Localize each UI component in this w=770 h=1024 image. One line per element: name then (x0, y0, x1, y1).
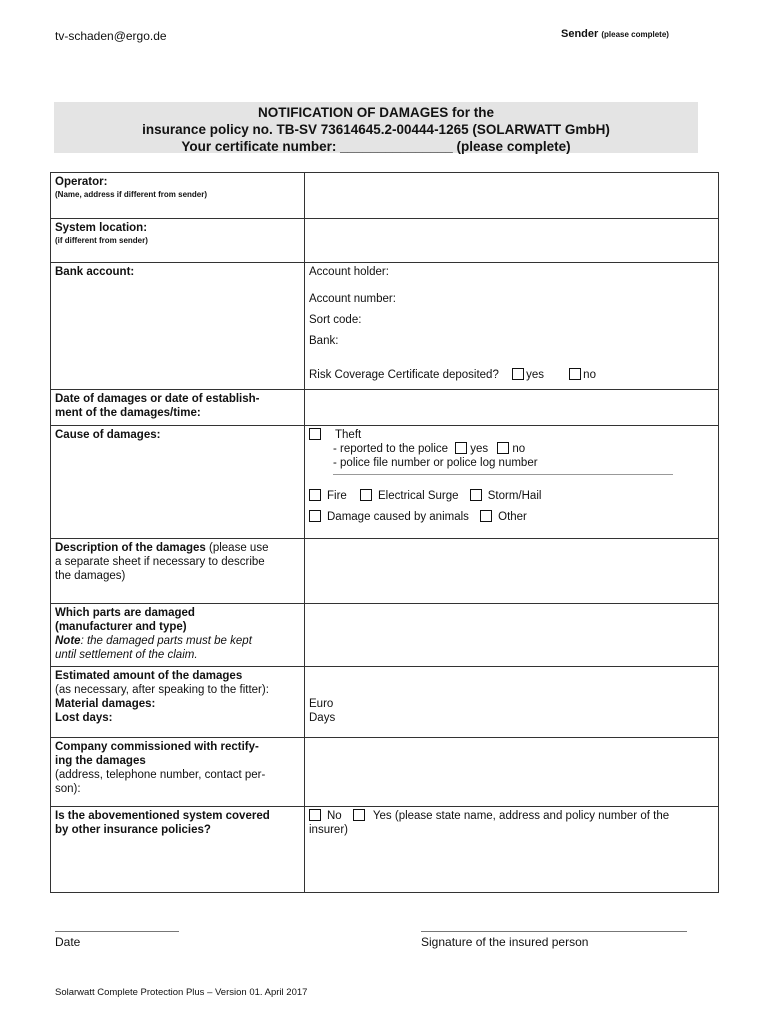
other-insurance-yes-label: Yes (please state name, address and policy number of the (372, 810, 670, 822)
other-label: Other (498, 511, 527, 523)
animals-checkbox[interactable] (309, 510, 321, 522)
date-signature-line[interactable] (55, 931, 179, 932)
police-yes-checkbox[interactable] (455, 442, 467, 454)
other-insurance-label-cell (51, 807, 305, 893)
storm-label: Storm/Hail (487, 490, 542, 502)
date-label-cell (51, 390, 305, 426)
description-label-cell (51, 539, 305, 604)
sender-label (561, 28, 669, 40)
company-label-line-4: son): (55, 783, 81, 795)
surge-checkbox[interactable] (360, 489, 372, 501)
row-other-insurance (51, 807, 719, 893)
company-label-line-2: ing the damages (55, 755, 146, 767)
company-label-line-1: Company commissioned with rectify- (55, 741, 259, 753)
risk-yes-label: yes (526, 369, 544, 381)
other-checkbox[interactable] (480, 510, 492, 522)
amount-field[interactable] (305, 667, 719, 738)
description-label-line-3: the damages) (55, 570, 126, 582)
euro-label: Euro (309, 698, 334, 710)
description-label-bold: Description of the damages (55, 542, 206, 554)
cause-field (305, 426, 719, 539)
title-line-3: Your certificate number: _______________ (please complete) (181, 139, 571, 154)
police-file-label: - police file number or police log number (333, 457, 538, 469)
risk-question: Risk Coverage Certificate deposited? (309, 369, 499, 381)
parts-label-line-1: Which parts are damaged (55, 607, 195, 619)
date-field[interactable] (305, 390, 719, 426)
operator-note: (Name, address if different from sender) (55, 190, 208, 199)
description-label-rest: (please use (205, 542, 269, 554)
other-insurance-no-label: No (327, 810, 342, 822)
police-reported-label: - reported to the police (333, 443, 449, 455)
police-yes-label: yes (470, 443, 489, 455)
amount-label-line-2: (as necessary, after speaking to the fitter): (55, 684, 269, 696)
police-file-line[interactable] (333, 474, 673, 475)
parts-field[interactable] (305, 604, 719, 667)
row-company (51, 738, 719, 807)
days-label: Days (309, 712, 336, 724)
row-cause (51, 426, 719, 539)
surge-label: Electrical Surge (378, 490, 459, 502)
row-amount (51, 667, 719, 738)
signature-line[interactable] (421, 931, 687, 932)
parts-label-cell (51, 604, 305, 667)
fire-label: Fire (327, 490, 347, 502)
location-label-cell (51, 219, 305, 263)
cause-label: Cause of damages: (55, 429, 161, 441)
other-insurance-yes-label-line-2: insurer) (309, 824, 348, 836)
bank-label: Bank account: (55, 266, 135, 278)
police-reported-row (309, 442, 714, 456)
other-insurance-options (309, 809, 714, 823)
operator-label-cell (51, 173, 305, 219)
damage-form-table (50, 172, 719, 893)
parts-note (55, 634, 300, 648)
bank-name-label: Bank: (309, 335, 339, 347)
company-label-line-3: (address, telephone number, contact per- (55, 769, 266, 781)
company-field[interactable] (305, 738, 719, 807)
material-damages-label: Material damages: (55, 698, 156, 710)
date-label-line-1: Date of damages or date of establish- (55, 393, 260, 405)
location-label: System location: (55, 222, 148, 234)
risk-no-label: no (583, 369, 596, 381)
parts-note-line-2: until settlement of the claim. (55, 649, 198, 661)
parts-note-rest: : the damaged parts must be kept (80, 635, 252, 647)
version-footer: Solarwatt Complete Protection Plus – Version 01. April 2017 (55, 987, 308, 998)
fire-checkbox[interactable] (309, 489, 321, 501)
location-field[interactable] (305, 219, 719, 263)
other-insurance-field (305, 807, 719, 893)
row-parts (51, 604, 719, 667)
account-number-label: Account number: (309, 293, 396, 305)
row-bank (51, 263, 719, 390)
operator-label: Operator: (55, 176, 108, 188)
other-insurance-label-line-1: Is the abovementioned system covered (55, 810, 270, 822)
animals-label: Damage caused by animals (327, 511, 469, 523)
other-insurance-yes-checkbox[interactable] (353, 809, 365, 821)
title-line-1: NOTIFICATION OF DAMAGES for the (258, 105, 494, 120)
row-location (51, 219, 719, 263)
sender-email: tv-schaden@ergo.de (55, 29, 167, 43)
parts-label-line-2: (manufacturer and type) (55, 621, 187, 633)
police-no-label: no (512, 443, 526, 455)
police-no-checkbox[interactable] (497, 442, 509, 454)
other-insurance-label-line-2: by other insurance policies? (55, 824, 211, 836)
signature-label: Signature of the insured person (421, 935, 589, 949)
date-label: Date (55, 935, 81, 949)
theft-row (309, 428, 714, 442)
risk-certificate-row (309, 368, 714, 382)
bank-label-cell (51, 263, 305, 390)
amount-label-cell (51, 667, 305, 738)
cause-types-row-1 (309, 489, 714, 503)
other-insurance-no-checkbox[interactable] (309, 809, 321, 821)
description-label-line-2: a separate sheet if necessary to describe (55, 556, 265, 568)
parts-note-bold: Note (55, 635, 81, 647)
sort-code-label: Sort code: (309, 314, 362, 326)
theft-checkbox[interactable] (309, 428, 321, 440)
company-label-cell (51, 738, 305, 807)
row-date (51, 390, 719, 426)
operator-field[interactable] (305, 173, 719, 219)
row-description (51, 539, 719, 604)
storm-checkbox[interactable] (470, 489, 482, 501)
sender-label-text: Sender (561, 28, 599, 40)
row-operator (51, 173, 719, 219)
title-line-2: insurance policy no. TB-SV 73614645.2-00444-1265 (SOLARWATT GmbH) (142, 122, 610, 137)
description-field[interactable] (305, 539, 719, 604)
amount-label-line-1: Estimated amount of the damages (55, 670, 243, 682)
cause-label-cell (51, 426, 305, 539)
risk-yes-checkbox[interactable] (512, 368, 524, 380)
theft-label: Theft (335, 429, 362, 441)
bank-field[interactable] (305, 263, 719, 390)
cause-types-row-2 (309, 510, 714, 524)
location-note: (if different from sender) (55, 236, 148, 245)
risk-no-checkbox[interactable] (569, 368, 581, 380)
account-holder-label: Account holder: (309, 266, 389, 278)
date-label-line-2: ment of the damages/time: (55, 407, 201, 419)
lost-days-label: Lost days: (55, 712, 113, 724)
sender-note: (please complete) (601, 30, 669, 39)
form-title (54, 102, 698, 153)
